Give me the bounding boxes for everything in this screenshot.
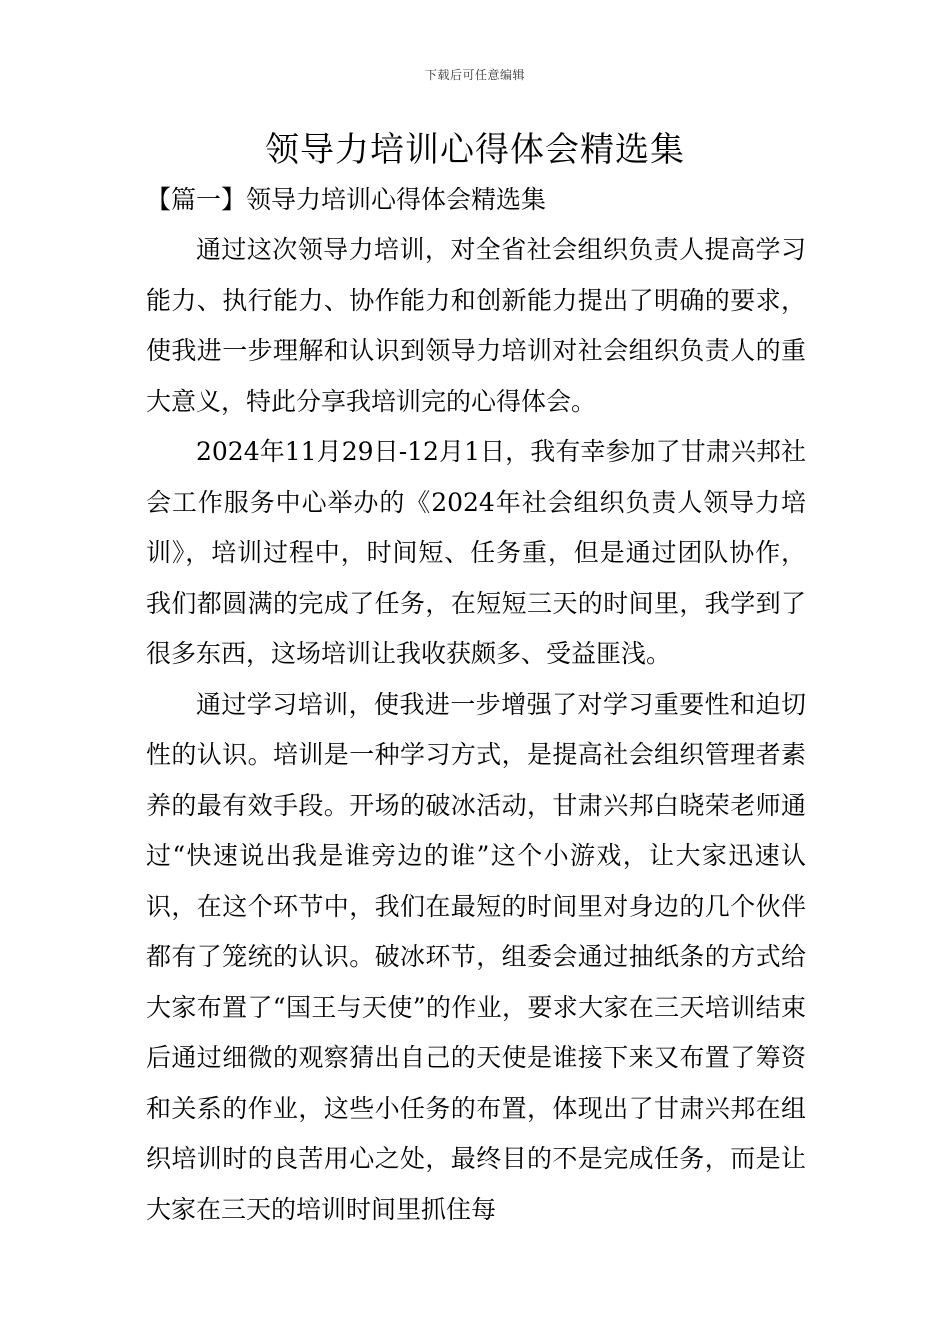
paragraph-3: 通过学习培训，使我进一步增强了对学习重要性和迫切性的认识。培训是一种学习方式，是提高社会组织管理者素养的最有效手段。开场的破冰活动，甘肃兴邦白晓荣老师通过“快速说出我是谁旁边的谁”这个小游戏，让大家迅速认识，在这个环节中，我们在最短的时间里对身边的几个伙伴都有了笼统的认识。破冰环节，组委会通过抽纸条的方式给大家布置了“国王与天使”的作业，要求大家在三天培训结束后通过细微的观察猜出自己的天使是谁接下来又布置了筹资和关系的作业，这些小任务的布置，体现出了甘肃兴邦在组织培训时的良苦用心之处，最终目的不是完成任务，而是让大家在三天的培训时间里抓住每 [146, 689, 806, 1224]
document-title: 领导力培训心得体会精选集 [265, 130, 685, 170]
section-heading: 【篇一】领导力培训心得体会精选集 [146, 185, 547, 214]
paragraph-2: 2024年11月29日-12月1日，我有幸参加了甘肃兴邦社会工作服务中心举办的《2024年社会组织负责人领导力培训》，培训过程中，时间短、任务重，但是通过团队协作，我们都圆满的完成了任务，在短短三天的时间里，我学到了很多东西，这场培训让我收获颇多、受益匪浅。 [146, 437, 806, 668]
header-note: 下载后可任意编辑 [424, 68, 525, 82]
document-body [146, 225, 806, 1235]
paragraph-1: 通过这次领导力培训，对全省社会组织负责人提高学习能力、执行能力、协作能力和创新能力提出了明确的要求，使我进一步理解和认识到领导力培训对社会组织负责人的重大意义，特此分享我培训完的心得体会。 [146, 235, 806, 416]
